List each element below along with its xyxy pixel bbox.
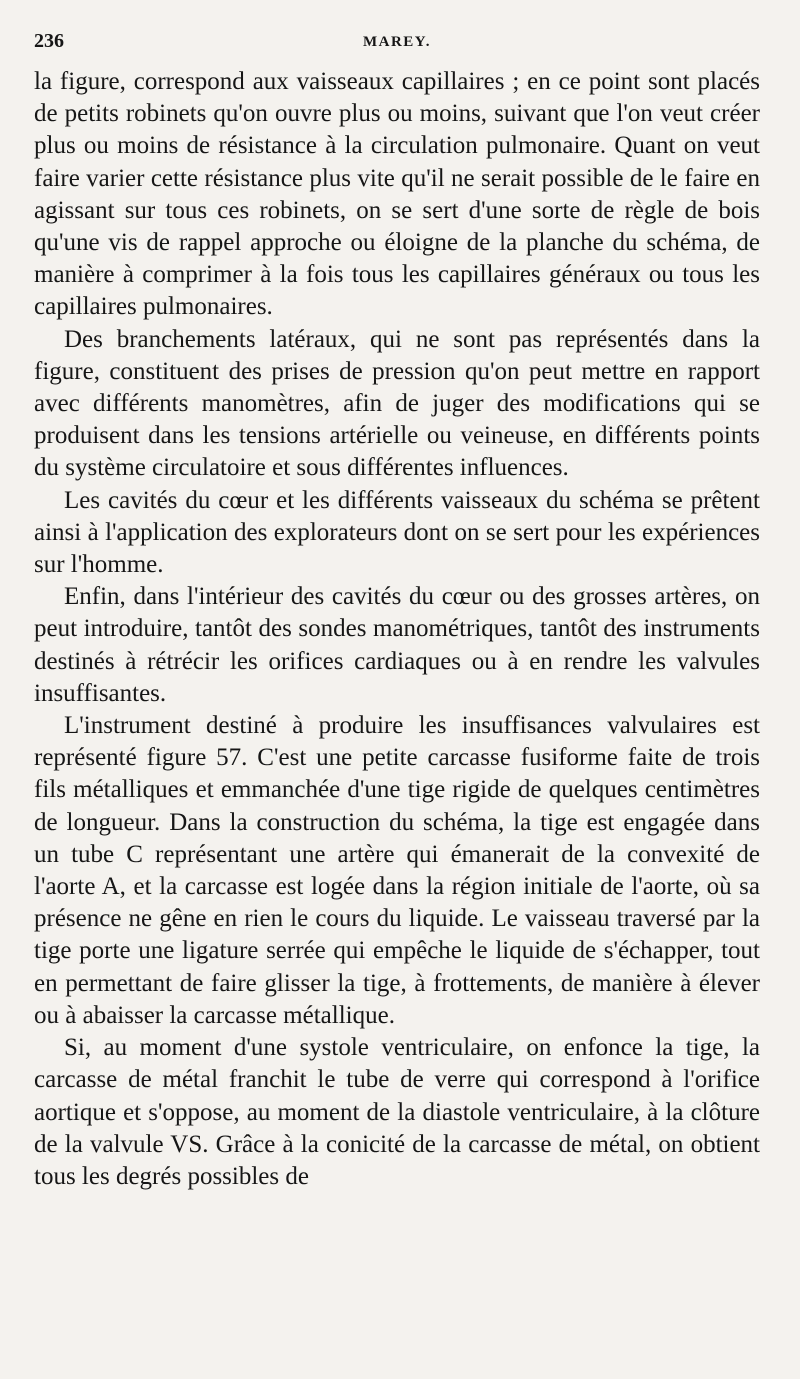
paragraph: la figure, correspond aux vaisseaux capillaires ; en ce point sont placés de petits robinets qu'on ouvre plus ou moins, suivant que l'on veut créer plus ou moins de résistance à la circulation pulmonaire. Quant on veut faire varier cette résistance plus vite qu'il ne serait possible de le faire en agissant sur tous ces robinets, on se sert d'une sorte de règle de bois qu'une vis de rappel approche ou éloigne de la planche du schéma, de manière à comprimer à la fois tous les capillaires généraux ou tous les capillaires pulmonaires. <box>34 68 760 321</box>
page-number: 236 <box>34 30 64 52</box>
body-text <box>34 66 760 1193</box>
running-head: MAREY. <box>362 34 432 50</box>
paragraph: Les cavités du cœur et les différents vaisseaux du schéma se prêtent ainsi à l'application des explorateurs dont on se sert pour les expériences sur l'homme. <box>34 486 760 579</box>
paragraph: Enfin, dans l'intérieur des cavités du cœur ou des grosses artères, on peut introduire, tantôt des sondes manométriques, tantôt des instruments destinés à rétrécir les orifices cardiaques ou à en rendre les valvules insuffisantes. <box>34 583 760 707</box>
paragraph: Des branchements latéraux, qui ne sont pas représentés dans la figure, constituent des prises de pression qu'on peut mettre en rapport avec différents manomètres, afin de juger des modifications qui se produisent dans les tensions artérielle ou veineuse, en différents points du système circulatoire et sous différentes influences. <box>34 325 760 482</box>
page-header <box>34 26 760 66</box>
paragraph: L'instrument destiné à produire les insuffisances valvulaires est représenté figure 57. C'est une petite carcasse fusiforme faite de trois fils métalliques et emmanchée d'une tige rigide de quelques centimètres de longueur. Dans la construction du schéma, la tige est engagée dans un tube C représentant une artère qui émanerait de la convexité de l'aorte A, et la carcasse est logée dans la région initiale de l'aorte, où sa présence ne gêne en rien le cours du liquide. Le vaisseau traversé par la tige porte une ligature serrée qui empêche le liquide de s'échapper, tout en permettant de faire glisser la tige, à frottements, de manière à élever ou à abaisser la carcasse métallique. <box>34 712 760 1029</box>
paragraph: Si, au moment d'une systole ventriculaire, on enfonce la tige, la carcasse de métal franchit le tube de verre qui correspond à l'orifice aortique et s'oppose, au moment de la diastole ventriculaire, à la clôture de la valvule VS. Grâce à la conicité de la carcasse de métal, on obtient tous les degrés possibles de <box>34 1034 760 1190</box>
